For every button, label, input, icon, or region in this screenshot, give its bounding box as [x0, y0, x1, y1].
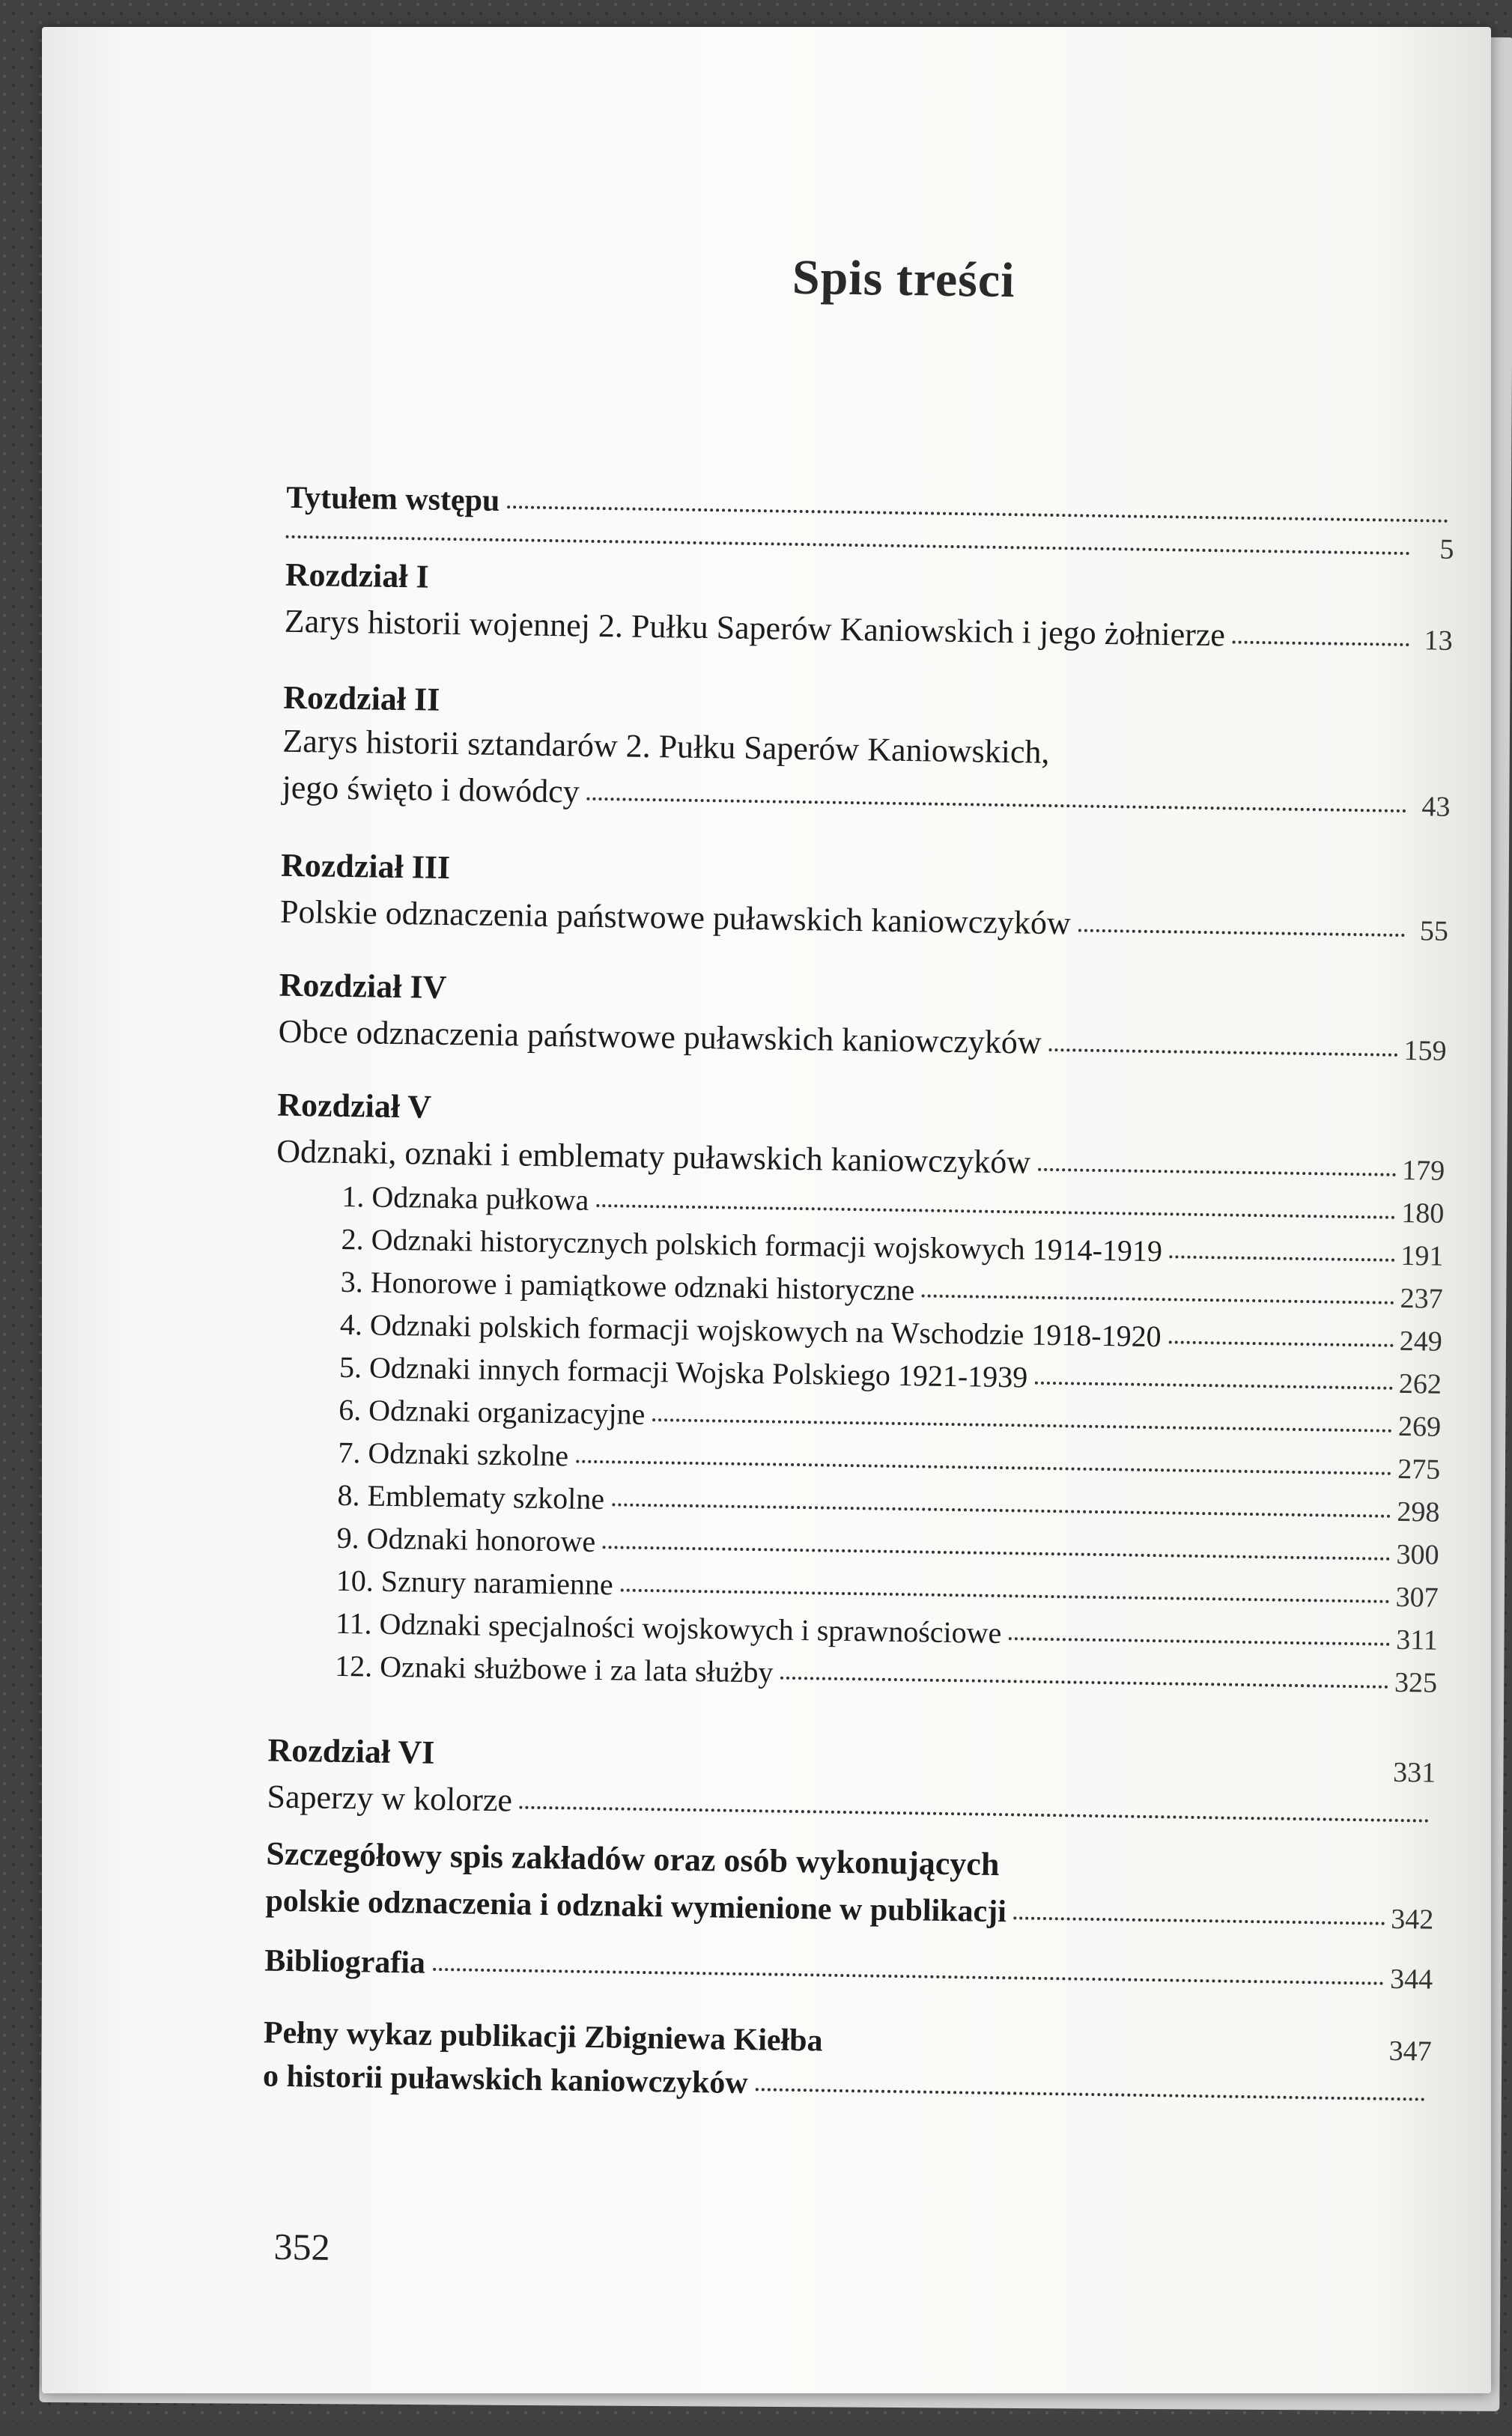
entry-title-line: Pełny wykaz publikacji Zbigniewa Kiełba — [263, 2015, 823, 2059]
toc-title: Spis treści — [792, 249, 1016, 309]
chapter-heading: Rozdział IV — [279, 966, 447, 1006]
entry-label: Tytułem wstępu — [285, 480, 500, 518]
entry-page: 344 — [1389, 1963, 1433, 1996]
dot-leader — [922, 1294, 1394, 1304]
chapter-heading: Rozdział I — [285, 556, 430, 595]
toc-entry-chapter-5 — [269, 1084, 1446, 1700]
entry-page: 43 — [1421, 791, 1451, 823]
entry-title-line: Szczegółowy spis zakładów oraz osób wykonujących — [266, 1835, 1000, 1883]
page-number: 352 — [273, 2225, 331, 2268]
dot-leader — [507, 505, 1448, 523]
chapter-heading: Rozdział VI — [267, 1731, 435, 1771]
dot-leader — [621, 1589, 1390, 1603]
dot-leader — [1168, 1340, 1393, 1346]
entry-page: 179 — [1401, 1154, 1445, 1187]
toc-entry-chapter-6 — [267, 1729, 1436, 1833]
toc-entry-publications — [263, 2008, 1433, 2112]
list-item: 6. Odznaki organizacyjne 269 — [338, 1392, 1442, 1443]
entry-label: Bibliografia — [264, 1943, 426, 1981]
entry-title-line: o historii puławskich kaniowczyków — [262, 2059, 748, 2101]
dot-leader — [1233, 641, 1409, 646]
chapter-title: Saperzy w kolorze — [267, 1778, 513, 1819]
entry-page: 13 — [1424, 625, 1453, 657]
entry-page: 159 — [1403, 1034, 1447, 1067]
dot-leader — [576, 1460, 1391, 1475]
dot-leader — [1014, 1916, 1385, 1925]
toc-entry-chapter-2 — [282, 676, 1451, 824]
chapter-title: Obce odznaczenia państwowe puławskich kaniowczyków — [278, 1012, 1042, 1061]
dot-leader — [520, 1806, 1430, 1823]
entry-page: 331 — [1392, 1756, 1436, 1789]
chapter-title-line: jego święto i dowódcy — [282, 768, 580, 810]
dot-leader — [755, 2088, 1424, 2101]
list-item: 12. Oznaki służbowe i za lata służby 325 — [334, 1648, 1438, 1699]
dot-leader — [612, 1503, 1391, 1517]
chapter-heading: Rozdział V — [276, 1086, 432, 1126]
dot-leader — [1048, 1048, 1397, 1057]
toc-entry-chapter-3 — [280, 844, 1450, 948]
dot-leader — [433, 1968, 1384, 1985]
list-item: 10. Sznury naramienne 307 — [336, 1563, 1439, 1614]
toc-entry-index — [265, 1832, 1435, 1937]
dot-leader — [1038, 1168, 1396, 1176]
toc-entry-bibliography — [264, 1936, 1433, 1996]
toc-entry-intro — [285, 473, 1454, 566]
entry-page: 347 — [1388, 2035, 1433, 2068]
dot-leader — [286, 535, 1411, 555]
list-item: 7. Odznaki szkolne 275 — [338, 1435, 1441, 1486]
toc-entry-chapter-1 — [285, 553, 1454, 657]
dot-leader — [587, 798, 1407, 812]
chapter-heading: Rozdział III — [280, 846, 451, 887]
list-item: 5. Odznaki innych formacji Wojska Polskiego 1921-1939 262 — [338, 1349, 1442, 1400]
list-item: 8. Emblematy szkolne 298 — [337, 1477, 1440, 1528]
dot-leader — [1035, 1382, 1393, 1390]
chapter-title-line: Zarys historii sztandarów 2. Pułku Saperów Kaniowskich, — [282, 722, 1050, 771]
dot-leader — [1170, 1255, 1395, 1261]
chapter-title: Polskie odznaczenia państwowe puławskich kaniowczyków — [279, 893, 1072, 942]
list-item: 2. Odznaki historycznych polskich formacji wojskowych 1914-1919 191 — [341, 1221, 1444, 1272]
chapter-title: Odznaki, oznaki i emblematy puławskich kaniowczyków — [276, 1132, 1031, 1181]
list-item: 9. Odznaki honorowe 300 — [336, 1520, 1439, 1571]
chapter-5-subsections — [269, 1170, 1445, 1700]
list-item: 4. Odznaki polskich formacji wojskowych na Wschodzie 1918-1920 249 — [339, 1307, 1443, 1358]
entry-page: 5 — [1439, 533, 1454, 565]
dot-leader — [652, 1418, 1392, 1433]
toc-entry-chapter-4 — [278, 964, 1448, 1068]
dot-leader — [780, 1677, 1388, 1689]
entry-page: 55 — [1419, 915, 1449, 947]
dot-leader — [1009, 1637, 1390, 1646]
entry-page: 342 — [1391, 1903, 1434, 1936]
chapter-heading: Rozdział II — [283, 678, 440, 718]
list-item: 1. Odznaka pułkowa 180 — [341, 1179, 1445, 1230]
chapter-title: Zarys historii wojennej 2. Pułku Saperów Kaniowskich i jego żołnierze — [284, 602, 1226, 654]
entry-title-line: polskie odznaczenia i odznaki wymienione w publikacji — [265, 1883, 1007, 1930]
list-item: 3. Honorowe i pamiątkowe odznaki historyczne 237 — [340, 1264, 1443, 1315]
list-item: 11. Odznaki specjalności wojskowych i sprawnościowe 311 — [335, 1606, 1439, 1656]
dot-leader — [603, 1546, 1390, 1561]
dot-leader — [596, 1204, 1395, 1219]
dot-leader — [1078, 929, 1405, 936]
